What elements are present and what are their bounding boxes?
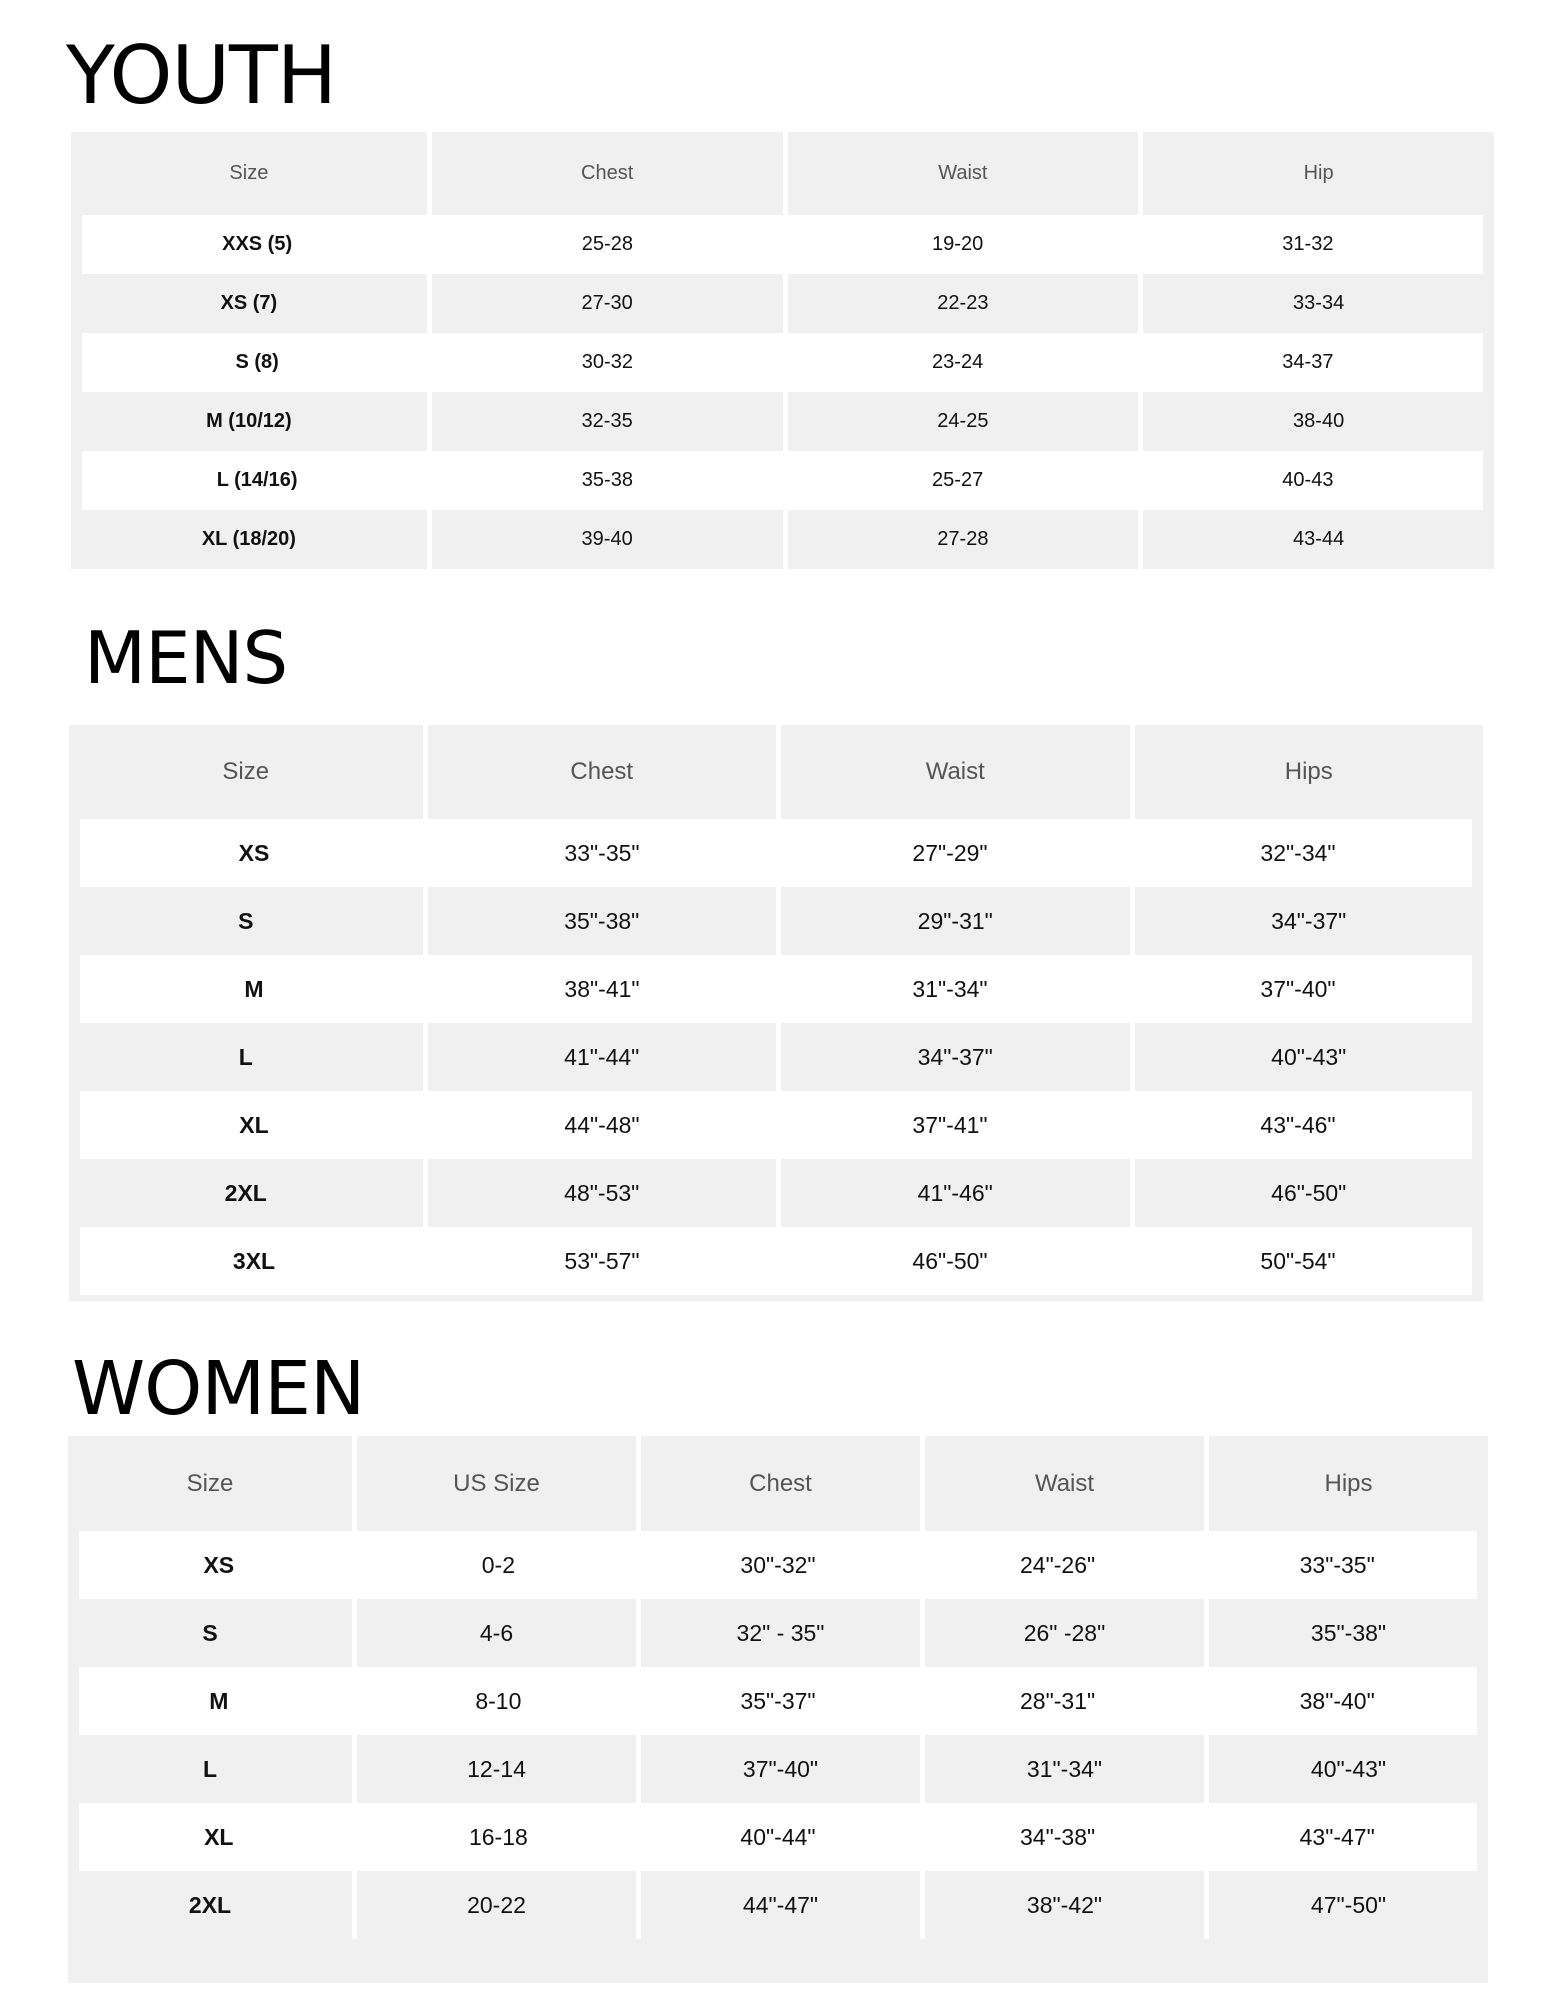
size-label-cell: XS [238,839,270,866]
measurement-cell: 35"-38" [1204,1599,1488,1667]
column-header-chest: Chest [427,132,783,215]
measurement-cell: 40-43 [1282,469,1334,491]
column-header-waist: Waist [920,1436,1204,1531]
measurement-cell: 27-30 [427,274,783,333]
column-header-chest: Chest [636,1436,920,1531]
measurement-cell: 46"-50" [912,1247,988,1274]
measurement-cell: 53"-57" [564,1247,640,1274]
table-row [80,1227,1472,1295]
table-row [68,1735,1488,1803]
measurement-cell: 35"-37" [740,1687,816,1714]
table-row [68,1599,1488,1667]
measurement-cell: 34"-37" [1130,887,1484,955]
size-label-cell: XL [204,1823,234,1850]
measurement-cell: 24-25 [783,392,1139,451]
measurement-cell: 37"-40" [636,1735,920,1803]
measurement-cell: 41"-44" [423,1023,777,1091]
measurement-cell: 35"-38" [423,887,777,955]
measurement-cell: 41"-46" [776,1159,1130,1227]
size-label-cell: M (10/12) [206,410,292,432]
measurement-cell: 33"-35" [1299,1551,1375,1578]
size-label-cell: S [202,1619,218,1646]
measurement-cell: 48"-53" [423,1159,777,1227]
measurement-cell: 23-24 [932,351,984,373]
measurement-cell: 27"-29" [912,839,988,866]
measurement-cell: 38"-40" [1299,1687,1375,1714]
measurement-cell: 25-27 [932,469,984,491]
table-row [82,215,1483,274]
measurement-cell: 12-14 [352,1735,636,1803]
measurement-cell: 44"-47" [636,1871,920,1939]
table-row [82,333,1483,392]
table-header-row [69,725,1483,819]
table-row [80,1091,1472,1159]
measurement-cell: 34-37 [1282,351,1334,373]
column-header-size: Size [222,758,270,785]
column-header-us-size: US Size [352,1436,636,1531]
measurement-cell: 43"-46" [1260,1111,1336,1138]
table-row [69,1159,1483,1227]
table-row [68,1871,1488,1939]
measurement-cell: 47"-50" [1204,1871,1488,1939]
measurement-cell: 25-28 [581,233,633,255]
mens-title: MENS [84,616,288,700]
measurement-cell: 19-20 [932,233,984,255]
size-label-cell: M [209,1687,229,1714]
column-header-size: Size [229,162,269,184]
size-label-cell: 2XL [224,1179,267,1206]
measurement-cell: 32" - 35" [636,1599,920,1667]
table-row [69,887,1483,955]
mens-size-table [69,725,1483,1301]
measurement-cell: 31"-34" [912,975,988,1002]
measurement-cell: 29"-31" [776,887,1130,955]
table-row [82,451,1483,510]
table-row [71,510,1494,569]
measurement-cell: 30"-32" [740,1551,816,1578]
measurement-cell: 40"-43" [1130,1023,1484,1091]
table-row [80,819,1472,887]
table-header-row [68,1436,1488,1531]
size-label-cell: XS (7) [220,292,278,314]
size-label-cell: M [244,975,264,1002]
measurement-cell: 16-18 [468,1823,528,1850]
measurement-cell: 26" -28" [920,1599,1204,1667]
measurement-cell: 34"-38" [1020,1823,1096,1850]
measurement-cell: 35-38 [581,469,633,491]
measurement-cell: 8-10 [475,1687,522,1714]
table-row [80,955,1472,1023]
measurement-cell: 34"-37" [776,1023,1130,1091]
size-label-cell: L [238,1043,253,1070]
measurement-cell: 4-6 [352,1599,636,1667]
measurement-cell: 32-35 [427,392,783,451]
measurement-cell: 38-40 [1138,392,1494,451]
measurement-cell: 43"-47" [1299,1823,1375,1850]
measurement-cell: 33"-35" [564,839,640,866]
column-header-waist: Waist [776,725,1130,819]
size-label-cell: XS [203,1551,235,1578]
size-label-cell: S (8) [235,351,279,373]
youth-size-table [71,132,1494,569]
measurement-cell: 43-44 [1138,510,1494,569]
measurement-cell: 40"-43" [1204,1735,1488,1803]
table-row [71,274,1494,333]
measurement-cell: 30-32 [581,351,633,373]
column-header-hip: Hip [1138,132,1494,215]
size-label-cell: XL (18/20) [201,528,296,550]
youth-title: YOUTH [66,29,337,122]
table-row [79,1531,1477,1599]
measurement-cell: 27-28 [783,510,1139,569]
measurement-cell: 32"-34" [1260,839,1336,866]
table-row [69,1023,1483,1091]
column-header-size: Size [186,1469,234,1497]
measurement-cell: 38"-41" [564,975,640,1002]
measurement-cell: 24"-26" [1020,1551,1096,1578]
column-header-hips: Hips [1130,725,1484,819]
column-header-waist: Waist [783,132,1139,215]
table-row [71,392,1494,451]
measurement-cell: 20-22 [352,1871,636,1939]
measurement-cell: 33-34 [1138,274,1494,333]
measurement-cell: 37"-41" [912,1111,988,1138]
table-header-row [71,132,1494,215]
measurement-cell: 39-40 [427,510,783,569]
measurement-cell: 31-32 [1282,233,1334,255]
size-label-cell: S [238,907,254,934]
women-size-table [68,1436,1488,1983]
column-header-chest: Chest [423,725,777,819]
table-row [79,1803,1477,1871]
measurement-cell: 28"-31" [1020,1687,1096,1714]
women-title: WOMEN [72,1346,365,1432]
size-label-cell: XL [239,1111,269,1138]
measurement-cell: 40"-44" [740,1823,816,1850]
measurement-cell: 31"-34" [920,1735,1204,1803]
size-label-cell: L (14/16) [216,469,298,491]
measurement-cell: 50"-54" [1260,1247,1336,1274]
size-label-cell: 2XL [188,1891,232,1918]
table-row [79,1667,1477,1735]
measurement-cell: 37"-40" [1260,975,1336,1002]
measurement-cell: 22-23 [783,274,1139,333]
measurement-cell: 44"-48" [564,1111,640,1138]
size-label-cell: XXS (5) [222,233,293,255]
size-label-cell: 3XL [232,1247,276,1274]
measurement-cell: 38"-42" [920,1871,1204,1939]
column-header-hips: Hips [1204,1436,1488,1531]
measurement-cell: 46"-50" [1130,1159,1484,1227]
size-label-cell: L [202,1755,218,1782]
measurement-cell: 0-2 [481,1551,516,1578]
